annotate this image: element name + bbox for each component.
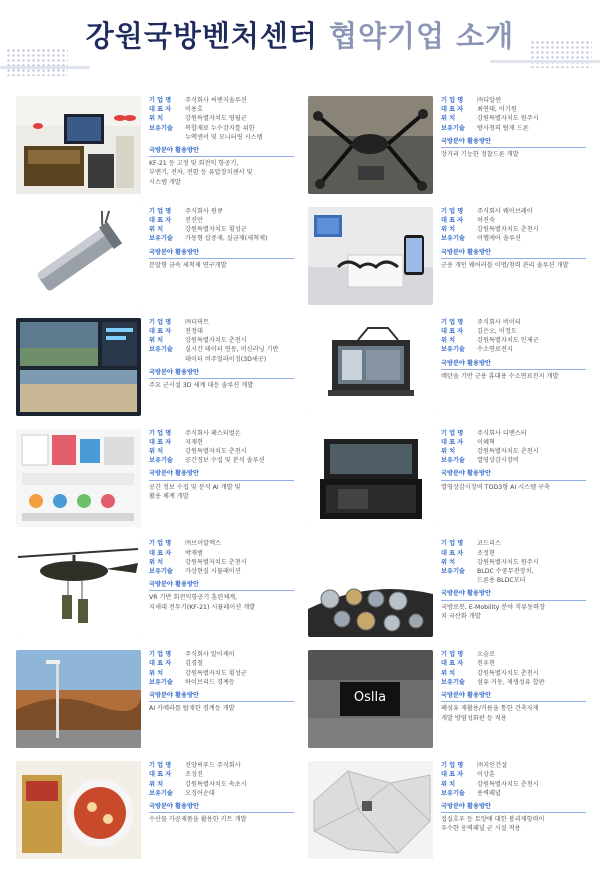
defense-field-heading: 국방분야 활용방안 bbox=[149, 802, 294, 813]
company-name-row bbox=[441, 539, 586, 548]
company-name-row bbox=[149, 207, 294, 216]
company-grid bbox=[16, 94, 586, 864]
tech-value: 수소연료전지 bbox=[477, 346, 513, 354]
company-photo bbox=[308, 650, 433, 748]
ceo-row bbox=[149, 327, 294, 336]
ceo-row bbox=[441, 659, 586, 668]
defense-field-heading: 국방분야 활용방안 bbox=[441, 137, 586, 148]
location-value: 강원특별자치도 횡성군 bbox=[185, 226, 247, 234]
location-value: 강원특별자치도 속초시 bbox=[185, 780, 247, 788]
location-row bbox=[441, 336, 586, 345]
tech-label: 보유기술 bbox=[441, 568, 465, 576]
tech-row bbox=[149, 345, 294, 354]
tech-value: 복합재료 누수감지를 위한 bbox=[185, 124, 255, 132]
defense-plan-text: VR 기반 회전익항공기 훈련체계, bbox=[149, 594, 238, 602]
defense-plan-text: 메탄올 기반 군용 휴대용 수소연료전지 개발 bbox=[441, 372, 559, 380]
company-card bbox=[16, 537, 294, 642]
company-name-label: 기 업 명 bbox=[441, 318, 464, 326]
company-name-value: ㈜디알윈 bbox=[477, 97, 502, 104]
defense-field-heading: 국방분야 활용방안 bbox=[441, 589, 586, 600]
ceo-label: 대 표 자 bbox=[149, 660, 172, 668]
tech-label: 보유기술 bbox=[149, 346, 173, 354]
ceo-row bbox=[441, 105, 586, 114]
defense-plan-text: AI 카메라를 탑재한 경계등 개발 bbox=[149, 705, 235, 713]
company-name-value: 코드리스 bbox=[477, 540, 501, 548]
company-card bbox=[16, 427, 294, 532]
tech-row bbox=[149, 789, 294, 798]
ceo-row bbox=[149, 549, 294, 558]
location-row bbox=[441, 669, 586, 678]
ceo-row bbox=[149, 216, 294, 225]
company-card bbox=[308, 537, 586, 642]
defense-plan-text: 주요 군시설 3D 세계 대응 솔루션 개발 bbox=[149, 381, 254, 389]
defense-field-heading: 국방분야 활용방안 bbox=[149, 691, 294, 702]
location-row bbox=[441, 780, 586, 789]
company-info bbox=[441, 207, 586, 270]
company-photo bbox=[16, 650, 141, 748]
defense-plan-text: 개발 방염성화판 등 적용 bbox=[441, 714, 507, 722]
defense-field-heading: 국방분야 활용방안 bbox=[149, 368, 294, 379]
ceo-row bbox=[441, 327, 586, 336]
defense-plan-text: 활용 체계 개발 bbox=[149, 492, 189, 500]
tech-row bbox=[441, 124, 586, 133]
defense-plan-text: 폐섬유 재활용/거름을 통한 건축자재 bbox=[441, 705, 539, 713]
company-name-label: 기 업 명 bbox=[149, 429, 172, 437]
company-info bbox=[441, 761, 586, 833]
location-row bbox=[441, 114, 586, 123]
defense-field-heading: 국방분야 활용방안 bbox=[149, 469, 294, 480]
ceo-label: 대 표 자 bbox=[149, 438, 172, 446]
ceo-value: 박재범 bbox=[185, 549, 203, 557]
location-row bbox=[149, 669, 294, 678]
company-photo bbox=[308, 429, 433, 527]
company-name-label: 기 업 명 bbox=[441, 207, 464, 215]
location-row bbox=[441, 558, 586, 567]
company-card bbox=[308, 759, 586, 864]
location-value: 강원특별자치도 춘천시 bbox=[477, 669, 539, 677]
defense-field-heading: 국방분야 활용방안 bbox=[441, 691, 586, 702]
location-row bbox=[149, 336, 294, 345]
location-row bbox=[441, 447, 586, 456]
decorative-line bbox=[0, 66, 90, 69]
defense-field-heading: 국방분야 활용방안 bbox=[441, 359, 586, 370]
company-name-value: ㈜지인건설 bbox=[477, 762, 508, 770]
title-main: 강원국방벤처센터 bbox=[85, 19, 330, 53]
company-info bbox=[441, 429, 586, 492]
tech-row bbox=[149, 567, 294, 576]
company-photo bbox=[16, 429, 141, 527]
location-label: 위 치 bbox=[149, 780, 164, 788]
ceo-row bbox=[149, 438, 294, 447]
location-value: 강원특별자치도 춘천시 bbox=[185, 337, 247, 345]
defense-plan-text: 장거리 기능한 정찰드론 개발 bbox=[441, 151, 519, 159]
ceo-row bbox=[149, 770, 294, 779]
decorative-line bbox=[490, 60, 600, 63]
tech-row bbox=[149, 678, 294, 687]
ceo-row bbox=[441, 438, 586, 447]
company-card bbox=[308, 94, 586, 199]
defense-plan-text: 열영상감시장비 TOD3형 AI 시스템 구축 bbox=[441, 483, 550, 491]
company-name-label: 기 업 명 bbox=[149, 97, 172, 104]
tech-value: 가동형 삽중재, 실금재(세척제) bbox=[185, 235, 268, 243]
ceo-label: 대 표 자 bbox=[149, 549, 172, 557]
location-label: 위 치 bbox=[149, 669, 164, 677]
location-label: 위 치 bbox=[149, 447, 164, 455]
company-name-row bbox=[441, 207, 586, 216]
company-name-value: ㈜브이알액스 bbox=[185, 540, 222, 548]
defense-plan-text: 국방로봇, E-Mobility 분야 직류동력장 bbox=[441, 603, 546, 611]
location-label: 위 치 bbox=[441, 558, 456, 566]
defense-plan-text: 부엔기, 전차, 전함 등 유압장치센서 및 bbox=[149, 169, 253, 177]
ceo-row bbox=[149, 105, 294, 114]
company-info bbox=[149, 650, 294, 713]
defense-field-heading: 국방분야 활용방안 bbox=[149, 580, 294, 591]
tech-row bbox=[441, 456, 586, 465]
company-info bbox=[441, 650, 586, 722]
company-name-label: 기 업 명 bbox=[441, 540, 464, 548]
ceo-label: 대 표 자 bbox=[149, 106, 172, 114]
tech-label: 보유기술 bbox=[149, 678, 173, 686]
location-value: 강원특별자치도 춘천시 bbox=[477, 780, 539, 788]
defense-plan-text: 치 국산화 개발 bbox=[441, 612, 481, 620]
title-accent: 협약기업 소개 bbox=[329, 19, 515, 53]
company-name-value: 주식회사 비이티 bbox=[477, 318, 521, 326]
company-name-row bbox=[149, 429, 294, 438]
defense-plan-text: 분말형 금속 세척제 연구개발 bbox=[149, 261, 227, 269]
tech-label: 보유기술 bbox=[149, 789, 173, 797]
tech-value: 가상현실 시뮬레이션 bbox=[185, 568, 241, 576]
company-card bbox=[308, 316, 586, 421]
location-label: 위 치 bbox=[149, 115, 164, 123]
location-label: 위 치 bbox=[441, 780, 456, 788]
company-info bbox=[149, 318, 294, 390]
location-value: 강원특별자치도 춘천시 bbox=[185, 447, 247, 455]
company-name-value: 주식회사 웨이브레이 bbox=[477, 207, 533, 215]
company-card bbox=[308, 427, 586, 532]
ceo-label: 대 표 자 bbox=[441, 217, 464, 225]
defense-plan-text: 공간 정보 수집 및 분석 AI 개발 및 bbox=[149, 483, 241, 491]
tech-value: 방사청의 탑재 드론 bbox=[477, 124, 529, 132]
ceo-value: 지재헌 bbox=[185, 438, 203, 446]
ceo-value: 이용호 bbox=[185, 106, 203, 114]
tech-value: 실시간 데이터 연동, 머신러닝 기반 bbox=[185, 346, 279, 354]
ceo-label: 대 표 자 bbox=[441, 549, 464, 557]
ceo-value: 조정현 bbox=[477, 549, 495, 557]
location-row bbox=[149, 780, 294, 789]
tech-value: 누액센서 및 모니터링 시스템 bbox=[185, 133, 263, 141]
company-photo bbox=[308, 539, 433, 637]
defense-plan-text: 수산물 가공제품을 활용한 키트 개발 bbox=[149, 816, 247, 824]
company-card bbox=[16, 94, 294, 199]
company-name-row bbox=[441, 96, 586, 105]
tech-label: 보유기술 bbox=[149, 568, 173, 576]
company-name-label: 기 업 명 bbox=[441, 97, 464, 104]
tech-label: 보유기술 bbox=[441, 124, 465, 132]
company-photo bbox=[308, 96, 433, 194]
tech-label: 보유기술 bbox=[441, 346, 465, 354]
location-label: 위 치 bbox=[441, 337, 456, 345]
defense-field-heading: 국방분야 활용방안 bbox=[149, 248, 294, 259]
company-name-label: 기 업 명 bbox=[149, 207, 172, 215]
defense-field-heading: 국방분야 활용방안 bbox=[149, 146, 294, 157]
ceo-label: 대 표 자 bbox=[441, 771, 464, 779]
company-name-label: 기 업 명 bbox=[441, 651, 464, 659]
tech-row bbox=[149, 124, 294, 133]
company-card bbox=[16, 648, 294, 753]
location-value: 강원특별자치도 인제군 bbox=[477, 337, 539, 345]
company-photo bbox=[16, 318, 141, 416]
tech-value: BLDC 수중무전장치, bbox=[477, 568, 534, 576]
location-value: 강원특별자치도 춘천시 bbox=[185, 558, 247, 566]
tech-label: 보유기술 bbox=[441, 235, 465, 243]
company-photo bbox=[308, 207, 433, 305]
ceo-label: 대 표 자 bbox=[441, 660, 464, 668]
company-name-row bbox=[149, 650, 294, 659]
location-label: 위 치 bbox=[441, 669, 456, 677]
page-title bbox=[0, 14, 600, 55]
ceo-value: 전정대 bbox=[185, 327, 203, 335]
company-name-row bbox=[441, 318, 586, 327]
company-info bbox=[441, 96, 586, 159]
company-name-row bbox=[149, 96, 294, 105]
tech-row bbox=[149, 234, 294, 243]
defense-plan-text: 지세대 전투기(KF-21) 시뮬레이션 개발 bbox=[149, 603, 256, 611]
location-row bbox=[149, 447, 294, 456]
company-name-label: 기 업 명 bbox=[441, 762, 464, 770]
tech-value: 드론용 BLDC모터 bbox=[477, 577, 526, 585]
location-value: 강원특별자치도 영월군 bbox=[185, 115, 247, 123]
ceo-label: 대 표 자 bbox=[441, 106, 464, 114]
ceo-label: 대 표 자 bbox=[149, 217, 172, 225]
defense-plan-text: 집실호우 등 토양에 대한 붕괴재항력이 bbox=[441, 816, 545, 824]
tech-row bbox=[441, 567, 586, 576]
company-card bbox=[308, 205, 586, 310]
tech-value: 공간정보 수집 및 분석 솔루션 bbox=[185, 457, 265, 465]
company-name-value: 오슬로 bbox=[477, 651, 495, 659]
defense-plan-text: 우수한 옹벽패널 군 시설 적용 bbox=[441, 825, 521, 833]
location-value: 강원특별자치도 횡성군 bbox=[185, 669, 247, 677]
tech-label: 보유기술 bbox=[441, 789, 465, 797]
tech-value: 데이터 비주얼라이징(3D세공) bbox=[185, 355, 267, 363]
ceo-row bbox=[149, 659, 294, 668]
company-name-row bbox=[441, 761, 586, 770]
location-row bbox=[149, 114, 294, 123]
company-name-value: 주식회사 알이케이 bbox=[185, 651, 235, 659]
location-label: 위 치 bbox=[441, 447, 456, 455]
ceo-value: 조성진 bbox=[185, 771, 203, 779]
ceo-value: 전진만 bbox=[185, 217, 203, 225]
location-label: 위 치 bbox=[149, 558, 164, 566]
ceo-label: 대 표 자 bbox=[149, 771, 172, 779]
location-value: 강원특별자치도 원주시 bbox=[477, 115, 539, 123]
tech-value: 이헬케어 솔루션 bbox=[477, 235, 521, 243]
company-photo bbox=[308, 318, 433, 416]
location-row bbox=[441, 225, 586, 234]
defense-plan-text: 군용 개인 웨어러블 이명/청력 관리 솔루션 개발 bbox=[441, 261, 569, 269]
location-row bbox=[149, 225, 294, 234]
company-photo bbox=[16, 207, 141, 305]
tech-value: 섬유 거동, 재생성유 합판 bbox=[477, 678, 545, 686]
company-info bbox=[149, 207, 294, 270]
company-photo bbox=[16, 539, 141, 637]
header bbox=[0, 0, 600, 84]
ceo-value: 최연태, 이기원 bbox=[477, 106, 517, 114]
company-name-row bbox=[441, 429, 586, 438]
company-info bbox=[441, 318, 586, 381]
company-info bbox=[149, 429, 294, 501]
company-name-row bbox=[149, 539, 294, 548]
location-value: 강원특별자치도 원주시 bbox=[477, 558, 539, 566]
location-label: 위 치 bbox=[149, 337, 164, 345]
company-name-label: 기 업 명 bbox=[149, 762, 172, 770]
tech-row bbox=[441, 678, 586, 687]
tech-row bbox=[441, 345, 586, 354]
company-name-value: 주식회사 디맨스터 bbox=[477, 429, 527, 437]
tech-label: 보유기술 bbox=[441, 457, 465, 465]
defense-field-heading: 국방분야 활용방안 bbox=[441, 469, 586, 480]
company-name-row bbox=[441, 650, 586, 659]
location-row bbox=[149, 558, 294, 567]
company-name-value: 주식회사 씨엔지솔루션 bbox=[185, 97, 247, 104]
company-name-value: ㈜더픽트 bbox=[185, 318, 210, 326]
company-name-label: 기 업 명 bbox=[441, 429, 464, 437]
ceo-value: 김은오, 이정도 bbox=[477, 327, 517, 335]
ceo-value: 전우현 bbox=[477, 660, 495, 668]
tech-label: 보유기술 bbox=[441, 678, 465, 686]
company-photo bbox=[308, 761, 433, 859]
ceo-value: 허진숙 bbox=[477, 217, 495, 225]
ceo-label: 대 표 자 bbox=[149, 327, 172, 335]
defense-plan-text: KF-21 등 고정 및 회전익 항공기, bbox=[149, 160, 239, 168]
tech-label: 보유기술 bbox=[149, 235, 173, 243]
ceo-value: 김경철 bbox=[185, 660, 203, 668]
company-card bbox=[16, 205, 294, 310]
company-name-row bbox=[149, 761, 294, 770]
company-name-label: 기 업 명 bbox=[149, 651, 172, 659]
company-name-label: 기 업 명 bbox=[149, 540, 172, 548]
company-info bbox=[149, 96, 294, 187]
tech-value: 하이브리드 경계등 bbox=[185, 678, 235, 686]
company-name-label: 기 업 명 bbox=[149, 318, 172, 326]
defense-field-heading: 국방분야 활용방안 bbox=[441, 802, 586, 813]
company-photo bbox=[16, 761, 141, 859]
location-value: 강원특별자치도 춘천시 bbox=[477, 447, 539, 455]
company-photo bbox=[16, 96, 141, 194]
company-info bbox=[441, 539, 586, 621]
tech-row bbox=[441, 234, 586, 243]
ceo-label: 대 표 자 bbox=[441, 327, 464, 335]
ceo-row bbox=[441, 216, 586, 225]
tech-row bbox=[149, 456, 294, 465]
company-info bbox=[149, 539, 294, 611]
company-info bbox=[149, 761, 294, 824]
company-name-value: 주식회사 원큐 bbox=[185, 207, 223, 215]
tech-row bbox=[441, 789, 586, 798]
company-name-row bbox=[149, 318, 294, 327]
defense-plan-text: 시스템 개발 bbox=[149, 178, 181, 186]
tech-value: 열영상감시장비 bbox=[477, 457, 519, 465]
tech-value: 용벽패널 bbox=[477, 789, 501, 797]
company-name-value: 주식회사 페스티벌온 bbox=[185, 429, 241, 437]
location-label: 위 치 bbox=[441, 226, 456, 234]
logo-text: Oslla bbox=[353, 690, 387, 706]
company-card bbox=[16, 759, 294, 864]
company-card bbox=[16, 316, 294, 421]
location-label: 위 치 bbox=[441, 115, 456, 123]
tech-label: 보유기술 bbox=[149, 457, 173, 465]
ceo-row bbox=[441, 770, 586, 779]
ceo-row bbox=[441, 549, 586, 558]
ceo-label: 대 표 자 bbox=[441, 438, 464, 446]
tech-label: 보유기술 bbox=[149, 124, 173, 132]
location-label: 위 치 bbox=[149, 226, 164, 234]
location-value: 강원특별자치도 춘천시 bbox=[477, 226, 539, 234]
company-name-value: 진양씨푸드 주식회사 bbox=[185, 762, 241, 770]
ceo-value: 이혜혁 bbox=[477, 438, 495, 446]
tech-value: 오징어순대 bbox=[185, 789, 215, 797]
defense-field-heading: 국방분야 활용방안 bbox=[441, 248, 586, 259]
ceo-value: 이상훈 bbox=[477, 771, 495, 779]
company-card bbox=[308, 648, 586, 753]
